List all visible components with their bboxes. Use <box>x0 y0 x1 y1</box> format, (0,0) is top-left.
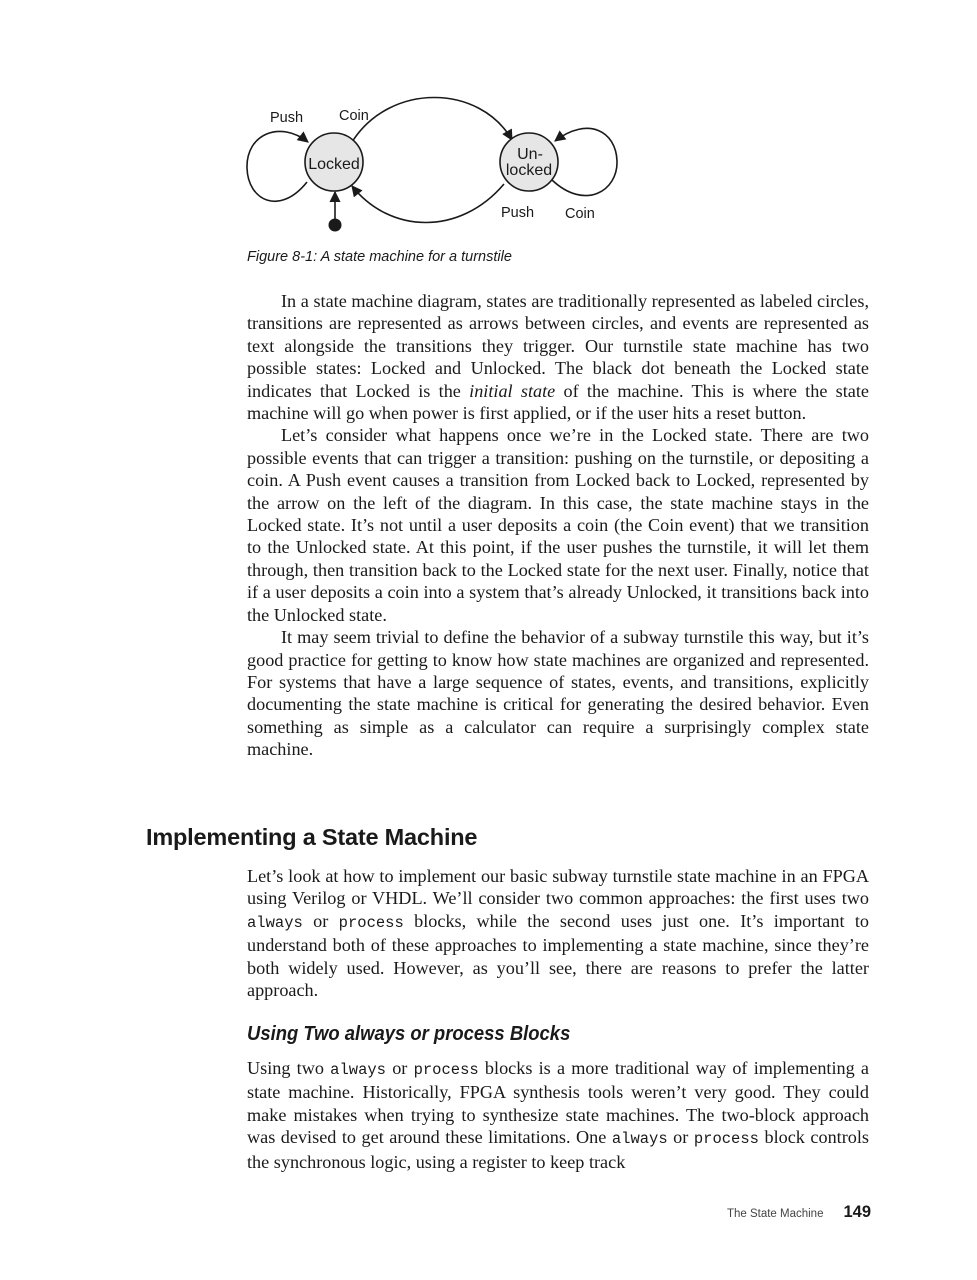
inline-code: process <box>693 1130 759 1149</box>
paragraph: In a state machine diagram, states are traditionally represented as labeled circles, transitions are represented as arrows between circles, and events are represented as text alongside the transitions they trigger. Our turnstile state machine has two possible states: Locked and Unlocked. The black dot beneath the Locked state indicates that Locked is the initial state of the machine. This is where the state machine will go when power is first applied, or if the user hits a reset button. <box>247 291 869 424</box>
locked-state-label: Locked <box>308 156 360 173</box>
inline-code: always <box>330 1061 386 1079</box>
inline-code: always <box>611 1130 668 1149</box>
inline-code: process <box>413 1061 479 1079</box>
page-number: 149 <box>843 1203 871 1221</box>
locked-self-loop-arrow <box>247 131 308 201</box>
inline-code: always <box>247 913 303 932</box>
unlocked-state-label-line2: locked <box>505 162 553 179</box>
subsection-heading: Using Two always or process Blocks <box>247 1022 571 1045</box>
subsection-text <box>247 1057 869 1173</box>
push-transition-arrow <box>352 184 504 223</box>
unlocked-state-label-line1: Un- <box>517 146 543 163</box>
inline-code: process <box>338 913 404 932</box>
unlocked-self-loop-arrow <box>552 128 617 195</box>
page-footer <box>727 1203 871 1222</box>
paragraph: Using two always or process blocks is a more traditional way of implementing a state machine. Historically, FPGA synthesis tools weren’t very good. They could make mistakes when trying to synthesize state machines. The two-block approach was devised to get around these limitations. One always or process block controls the synchronous logic, using a register to keep track <box>247 1058 870 1172</box>
paragraph: Let’s look at how to implement our basic subway turnstile state machine in an FPGA using Verilog or VHDL. We’ll consider two common approaches: the first uses two always or process blocks, while the second uses just one. It’s important to understand both of these approaches to implementing a state machine, since they’re both widely used. However, as you’ll see, there are reasons to prefer the latter approach. <box>247 866 869 1001</box>
emphasis: initial state <box>469 380 556 401</box>
paragraph: Let’s consider what happens once we’re in the Locked state. There are two possible events that can trigger a transition: pushing on the turnstile, or depositing a coin. A Push event causes a transition from Locked back to Locked, represented by the arrow on the left of the diagram. In this case, the state machine stays in the Locked state. It’s not until a user deposits a coin (the Coin event) that we transition to the Unlocked state. At this point, if the user pushes the turnstile, it will let them through, then transition back to the Locked state for the next user. Finally, notice that if a user deposits a coin into a system that’s already Unlocked, it transitions back into the Unlocked state. <box>247 425 869 625</box>
intro-text <box>247 290 869 761</box>
running-title: The State Machine <box>726 1208 824 1220</box>
section-heading: Implementing a State Machine <box>146 824 478 850</box>
coin-transition-arrow <box>352 98 512 143</box>
unlocked-coin-event-label: Coin <box>565 206 595 222</box>
paragraph: It may seem trivial to define the behavior of a subway turnstile this way, but it’s good practice for getting to know how state machines are organized and represented. For systems that have a large sequence of states, events, and transitions, explicitly documenting the state machine is critical for generating the desired behavior. Even something as simple as a calculator can require a surprisingly complex state machine. <box>247 627 869 760</box>
section-text <box>247 865 869 1001</box>
figure-caption: Figure 8-1: A state machine for a turnstile <box>247 249 512 265</box>
coin-event-label: Coin <box>339 108 369 124</box>
locked-push-event-label: Push <box>270 110 304 126</box>
initial-state-dot <box>329 219 342 232</box>
state-machine-diagram <box>240 96 640 241</box>
unlocked-push-event-label: Push <box>501 205 535 221</box>
